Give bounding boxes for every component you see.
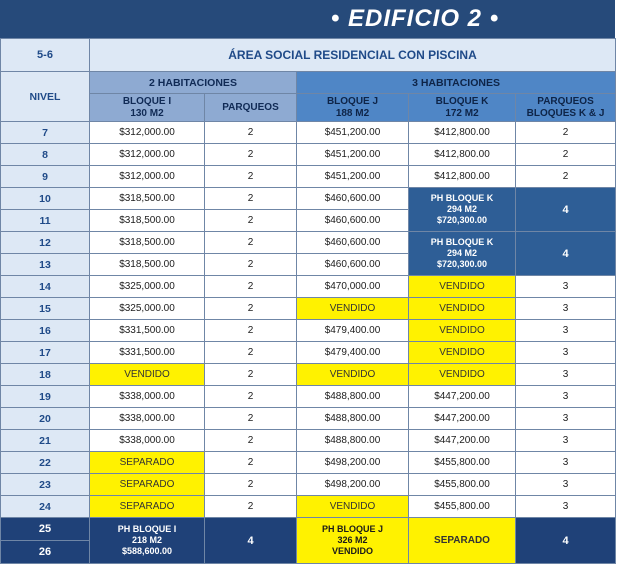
- bloque-i-parking: 2: [205, 232, 297, 254]
- penthouse-bloque-k: [409, 188, 516, 232]
- table-row: [1, 364, 616, 386]
- ph-line: 294 M2: [446, 248, 478, 258]
- bloque-i-price: SEPARADO: [90, 452, 205, 474]
- bloque-k-price: VENDIDO: [409, 276, 516, 298]
- ph-line: PH BLOQUE I: [117, 524, 177, 534]
- ph-line: VENDIDO: [331, 546, 373, 556]
- bloque-kj-parking: 2: [516, 166, 616, 188]
- level-number: 23: [1, 474, 90, 496]
- level-number: 13: [1, 254, 90, 276]
- bloque-i-price: $338,000.00: [90, 408, 205, 430]
- bloque-i-price: $312,000.00: [90, 166, 205, 188]
- table-row: [1, 452, 616, 474]
- level-number: 25: [1, 518, 90, 541]
- bloque-j-header-name: BLOQUE J: [326, 95, 379, 107]
- bloque-i-price: VENDIDO: [90, 364, 205, 386]
- bloque-j-header-area: 188 M2: [335, 107, 370, 119]
- bloque-j-price: $498,200.00: [297, 452, 409, 474]
- level-number: 17: [1, 342, 90, 364]
- bloque-i-parking: 2: [205, 474, 297, 496]
- bloque-k-price: VENDIDO: [409, 364, 516, 386]
- penthouse-bloque-k-status: SEPARADO: [409, 518, 516, 564]
- bloque-j-price: $451,200.00: [297, 122, 409, 144]
- bloque-i-parking: 2: [205, 320, 297, 342]
- level-number: 21: [1, 430, 90, 452]
- bloque-i-price: $318,500.00: [90, 232, 205, 254]
- price-table-body: [1, 39, 616, 564]
- bloque-i-parking: 2: [205, 276, 297, 298]
- group-header-2-rooms: 2 HABITACIONES: [90, 72, 297, 94]
- bloque-j-price: VENDIDO: [297, 298, 409, 320]
- parqueos-header: PARQUEOS: [205, 94, 297, 122]
- level-number: 7: [1, 122, 90, 144]
- bloque-i-parking: 2: [205, 254, 297, 276]
- bloque-k-price: $447,200.00: [409, 430, 516, 452]
- bloque-i-price: $312,000.00: [90, 144, 205, 166]
- bloque-i-parking: 2: [205, 144, 297, 166]
- bloque-j-price: $488,800.00: [297, 430, 409, 452]
- table-row: [1, 232, 616, 254]
- bloque-i-header-area: 130 M2: [130, 107, 164, 119]
- title-banner: [0, 0, 615, 39]
- bloque-i-price: $325,000.00: [90, 298, 205, 320]
- bloque-i-parking: 2: [205, 430, 297, 452]
- bloque-k-price: $447,200.00: [409, 386, 516, 408]
- bloque-j-price: $470,000.00: [297, 276, 409, 298]
- bloque-j-price: $460,600.00: [297, 232, 409, 254]
- bloque-kj-parking: 3: [516, 320, 616, 342]
- table-row: [1, 144, 616, 166]
- level-number: 10: [1, 188, 90, 210]
- level-column-header: NIVEL: [1, 72, 90, 122]
- social-area-description: ÁREA SOCIAL RESIDENCIAL CON PISCINA: [90, 39, 616, 72]
- bloque-k-header-name: BLOQUE K: [435, 95, 489, 107]
- level-number: 15: [1, 298, 90, 320]
- bloque-i-price: $318,500.00: [90, 188, 205, 210]
- bloque-k-price: $455,800.00: [409, 452, 516, 474]
- bloque-j-price: $451,200.00: [297, 144, 409, 166]
- bloque-i-price: $325,000.00: [90, 276, 205, 298]
- ph-line: PH BLOQUE J: [321, 524, 383, 534]
- penthouse-bloque-i-parking: 4: [205, 518, 297, 564]
- bloque-i-parking: 2: [205, 408, 297, 430]
- parqueos-kj-header: [516, 94, 616, 122]
- table-row: [1, 298, 616, 320]
- bloque-i-price: $318,500.00: [90, 254, 205, 276]
- table-row: [1, 496, 616, 518]
- bloque-k-header-area: 172 M2: [445, 107, 479, 119]
- bloque-kj-parking: 3: [516, 430, 616, 452]
- price-table: [0, 38, 616, 564]
- bloque-kj-parking: 3: [516, 276, 616, 298]
- bloque-k-price: $412,800.00: [409, 144, 516, 166]
- bloque-i-header: [90, 94, 205, 122]
- bloque-i-header-name: BLOQUE I: [122, 95, 172, 107]
- bloque-j-price: $488,800.00: [297, 386, 409, 408]
- ph-line: $720,300.00: [436, 215, 488, 225]
- bloque-i-parking: 2: [205, 298, 297, 320]
- penthouse-kj-parking: 4: [516, 518, 616, 564]
- bloque-kj-parking: 3: [516, 386, 616, 408]
- level-number: 20: [1, 408, 90, 430]
- bloque-j-price: $460,600.00: [297, 210, 409, 232]
- social-level-label: 5-6: [1, 39, 90, 72]
- bloque-j-price: $460,600.00: [297, 188, 409, 210]
- level-number: 26: [1, 541, 90, 564]
- table-row: [1, 122, 616, 144]
- ph-line: PH BLOQUE K: [430, 237, 494, 247]
- bloque-i-parking: 2: [205, 210, 297, 232]
- bloque-j-price: VENDIDO: [297, 496, 409, 518]
- bloque-i-price: SEPARADO: [90, 474, 205, 496]
- level-number: 19: [1, 386, 90, 408]
- bloque-i-parking: 2: [205, 364, 297, 386]
- bloque-kj-parking: 3: [516, 452, 616, 474]
- bloque-j-header: [297, 94, 409, 122]
- level-number: 16: [1, 320, 90, 342]
- bloque-kj-parking: 3: [516, 496, 616, 518]
- parqueos-kj-header-line1: PARQUEOS: [537, 95, 594, 107]
- penthouse-bloque-k: [409, 232, 516, 276]
- bloque-j-price: $479,400.00: [297, 320, 409, 342]
- bloque-kj-parking: 3: [516, 364, 616, 386]
- social-area-row: [1, 39, 616, 72]
- bloque-j-price: VENDIDO: [297, 364, 409, 386]
- level-number: 12: [1, 232, 90, 254]
- penthouse-parking: 4: [516, 188, 616, 232]
- bloque-i-price: $338,000.00: [90, 386, 205, 408]
- level-number: 14: [1, 276, 90, 298]
- bloque-i-price: $318,500.00: [90, 210, 205, 232]
- penthouse-parking: 4: [516, 232, 616, 276]
- bloque-kj-parking: 3: [516, 342, 616, 364]
- level-number: 9: [1, 166, 90, 188]
- bloque-kj-parking: 3: [516, 474, 616, 496]
- bloque-k-price: VENDIDO: [409, 342, 516, 364]
- table-row: [1, 342, 616, 364]
- bloque-kj-parking: 3: [516, 298, 616, 320]
- bloque-k-header: [409, 94, 516, 122]
- ph-line: $588,600.00: [121, 546, 173, 556]
- table-row: [1, 320, 616, 342]
- ph-line: 326 M2: [337, 535, 368, 545]
- bloque-i-parking: 2: [205, 386, 297, 408]
- bloque-i-parking: 2: [205, 122, 297, 144]
- bloque-kj-parking: 2: [516, 122, 616, 144]
- bloque-i-parking: 2: [205, 166, 297, 188]
- bloque-j-price: $460,600.00: [297, 254, 409, 276]
- level-number: 22: [1, 452, 90, 474]
- level-number: 8: [1, 144, 90, 166]
- bloque-j-price: $498,200.00: [297, 474, 409, 496]
- bloque-k-price: VENDIDO: [409, 298, 516, 320]
- penthouse-bloque-j: [297, 518, 409, 564]
- ph-line: PH BLOQUE K: [430, 193, 494, 203]
- title-text: EDIFICIO 2: [347, 5, 483, 32]
- bloque-kj-parking: 3: [516, 408, 616, 430]
- bloque-i-price: $338,000.00: [90, 430, 205, 452]
- building-title: [330, 4, 500, 34]
- bloque-k-price: VENDIDO: [409, 320, 516, 342]
- level-number: 24: [1, 496, 90, 518]
- bloque-k-price: $455,800.00: [409, 496, 516, 518]
- bloque-i-price: $331,500.00: [90, 342, 205, 364]
- title-bullet-right: •: [489, 5, 500, 32]
- bloque-i-parking: 2: [205, 342, 297, 364]
- column-header-row: [1, 94, 616, 122]
- group-header-3-rooms: 3 HABITACIONES: [297, 72, 616, 94]
- penthouse-bloque-i: [90, 518, 205, 564]
- bloque-i-price: $312,000.00: [90, 122, 205, 144]
- bloque-k-price: $412,800.00: [409, 166, 516, 188]
- bloque-kj-parking: 2: [516, 144, 616, 166]
- table-row: [1, 474, 616, 496]
- bloque-k-price: $412,800.00: [409, 122, 516, 144]
- parqueos-kj-header-line2: BLOQUES K & J: [526, 107, 605, 119]
- bloque-k-price: $455,800.00: [409, 474, 516, 496]
- level-number: 11: [1, 210, 90, 232]
- table-row: [1, 276, 616, 298]
- bloque-i-price: $331,500.00: [90, 320, 205, 342]
- title-bullet-left: •: [330, 5, 341, 32]
- table-row-penthouse: [1, 518, 616, 541]
- ph-line: 294 M2: [446, 204, 478, 214]
- ph-line: $720,300.00: [436, 259, 488, 269]
- table-row: [1, 430, 616, 452]
- ph-line: 218 M2: [131, 535, 163, 545]
- table-row: [1, 386, 616, 408]
- level-number: 18: [1, 364, 90, 386]
- bloque-i-price: SEPARADO: [90, 496, 205, 518]
- bloque-j-price: $451,200.00: [297, 166, 409, 188]
- bloque-i-parking: 2: [205, 188, 297, 210]
- group-header-row: [1, 72, 616, 94]
- bloque-j-price: $488,800.00: [297, 408, 409, 430]
- table-row: [1, 408, 616, 430]
- table-row: [1, 188, 616, 210]
- bloque-i-parking: 2: [205, 496, 297, 518]
- table-row: [1, 166, 616, 188]
- bloque-i-parking: 2: [205, 452, 297, 474]
- bloque-j-price: $479,400.00: [297, 342, 409, 364]
- bloque-k-price: $447,200.00: [409, 408, 516, 430]
